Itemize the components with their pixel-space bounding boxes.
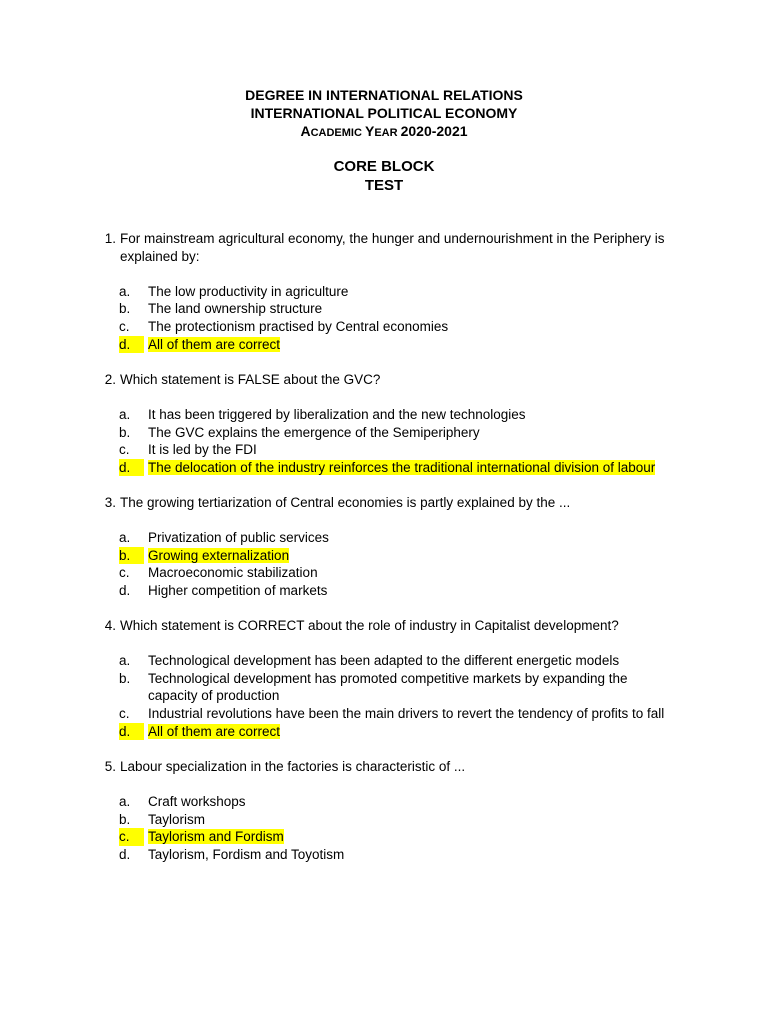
question-number: 3.: [104, 494, 116, 510]
option-d: [92, 459, 672, 477]
option-b: [92, 300, 672, 318]
option-text: The GVC explains the emergence of the Semiperiphery: [148, 424, 480, 440]
option-a: [92, 652, 672, 670]
option-list: [92, 283, 672, 353]
option-letter: c.: [119, 565, 130, 581]
option-b: [92, 811, 672, 829]
option-letter: d.: [119, 459, 144, 477]
question-number: 1.: [104, 231, 116, 246]
option-b: [92, 670, 672, 705]
option-letter: b.: [119, 424, 131, 440]
title-test: TEST: [364, 177, 404, 194]
option-letter: c.: [119, 828, 144, 846]
option-b: [92, 424, 672, 442]
question-text: Which statement is FALSE about the GVC?: [120, 371, 381, 387]
question-list: [92, 230, 672, 881]
option-d: [92, 723, 672, 741]
option-letter: a.: [119, 530, 131, 546]
option-text: Industrial revolutions have been the main drivers to revert the tendency of profits to fall: [148, 706, 665, 722]
option-text: It has been triggered by liberalization and the new technologies: [148, 406, 526, 422]
option-text: Technological development has been adapted to the different energetic models: [148, 653, 620, 669]
option-letter: a.: [119, 794, 131, 809]
option-letter: b.: [119, 547, 144, 565]
correct-answer-text: The delocation of the industry reinforces the traditional international division of labour: [148, 459, 656, 475]
option-letter: c.: [119, 442, 130, 458]
option-letter: d.: [119, 336, 144, 354]
option-letter: b.: [119, 301, 131, 317]
question-number: 4.: [104, 618, 116, 634]
option-a: [92, 406, 672, 424]
document-header: [0, 86, 768, 142]
header-academic-year: ACADEMIC YEAR 2020-2021: [300, 123, 468, 139]
question-4: [92, 617, 672, 740]
title-core-block: CORE BLOCK: [333, 158, 435, 175]
option-list: [92, 529, 672, 599]
question-text: Which statement is CORRECT about the role of industry in Capitalist development?: [120, 618, 619, 634]
option-list: [92, 652, 672, 740]
test-title: [0, 157, 768, 195]
option-d: [92, 582, 672, 600]
option-list: [92, 406, 672, 476]
question-text: Labour specialization in the factories is characteristic of ...: [120, 758, 466, 774]
option-c: [92, 705, 672, 723]
option-text: It is led by the FDI: [148, 442, 257, 458]
option-text: Taylorism, Fordism and Toyotism: [148, 846, 345, 862]
option-text: The land ownership structure: [148, 301, 323, 317]
option-text: Privatization of public services: [148, 530, 329, 546]
question-number: 5.: [104, 758, 116, 774]
option-text: Taylorism: [148, 811, 206, 827]
option-d: [92, 846, 672, 864]
option-letter: c.: [119, 318, 130, 334]
option-a: [92, 529, 672, 547]
question-number: 2.: [104, 371, 116, 387]
option-d: [92, 336, 672, 354]
option-text: Higher competition of markets: [148, 582, 328, 598]
option-text: The low productivity in agriculture: [148, 283, 349, 299]
option-a: [92, 283, 672, 301]
option-letter: a.: [119, 283, 131, 299]
option-letter: d.: [119, 846, 131, 862]
option-text: The protectionism practised by Central economies: [148, 318, 449, 334]
option-c: [92, 828, 672, 846]
option-text: Craft workshops: [148, 794, 246, 809]
correct-answer-text: Growing externalization: [148, 547, 290, 563]
question-1: [92, 230, 672, 353]
option-letter: b.: [119, 811, 131, 827]
option-letter: b.: [119, 670, 131, 686]
option-b: [92, 547, 672, 565]
option-letter: d.: [119, 582, 131, 598]
question-5: [92, 758, 672, 864]
question-text: The growing tertiarization of Central economies is partly explained by the ...: [120, 494, 571, 510]
option-c: [92, 564, 672, 582]
correct-answer-text: Taylorism and Fordism: [148, 829, 284, 845]
option-text: Macroeconomic stabilization: [148, 565, 318, 581]
option-letter: a.: [119, 406, 131, 422]
question-2: [92, 371, 672, 477]
option-text: Technological development has promoted competitive markets by expanding the capacity of production: [148, 670, 628, 704]
header-course: INTERNATIONAL POLITICAL ECONOMY: [250, 105, 518, 121]
option-c: [92, 318, 672, 336]
correct-answer-text: All of them are correct: [148, 336, 281, 352]
header-degree: DEGREE IN INTERNATIONAL RELATIONS: [245, 87, 523, 103]
option-letter: c.: [119, 706, 130, 722]
option-a: [92, 793, 672, 811]
option-letter: a.: [119, 653, 131, 669]
option-list: [92, 793, 672, 863]
option-c: [92, 441, 672, 459]
question-text: For mainstream agricultural economy, the hunger and undernourishment in the Periphery is explained by:: [120, 231, 665, 264]
option-letter: d.: [119, 723, 144, 741]
question-3: [92, 494, 672, 600]
correct-answer-text: All of them are correct: [148, 723, 281, 739]
